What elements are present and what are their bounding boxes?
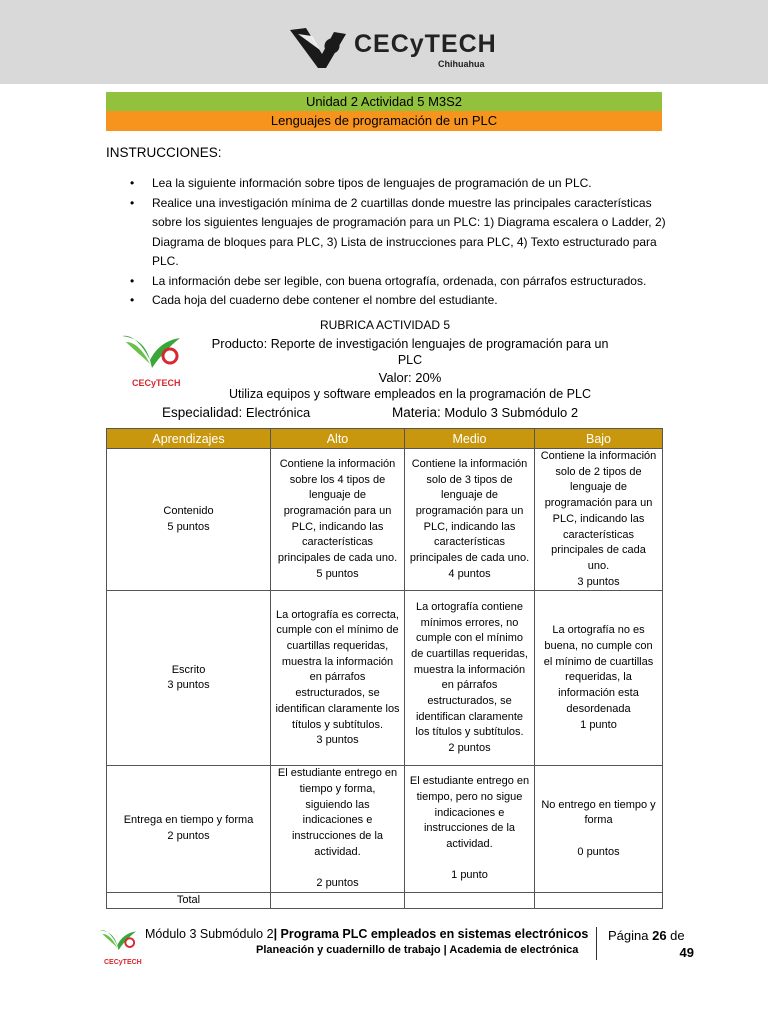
table-cell: Contiene la información sobre los 4 tipos de lenguaje de programación para un PLC, indicando las características principales de cada uno. 5 puntos [271, 449, 405, 591]
unit-title: Unidad 2 Actividad 5 M3S2 [106, 92, 662, 111]
footer-module-line: Módulo 3 Submódulo 2| Programa PLC empleados en sistemas electrónicos [145, 927, 589, 941]
table-total-row [107, 892, 663, 908]
list-item: • Cada hoja del cuaderno debe contener el nombre del estudiante. [130, 291, 670, 311]
table-row [107, 591, 663, 766]
table-cell: El estudiante entrego en tiempo, pero no sigue indicaciones e instrucciones de la actividad. 1 punto [405, 766, 535, 893]
total-label: Total [107, 892, 271, 908]
instructions-list [130, 174, 670, 311]
column-header: Alto [271, 429, 405, 449]
bullet-icon: • [130, 176, 135, 190]
table-cell [405, 892, 535, 908]
column-header: Medio [405, 429, 535, 449]
rubric-logo-text: CECyTECH [132, 378, 181, 388]
rubric-title: RUBRICA ACTIVIDAD 5 [319, 318, 451, 332]
table-cell: No entrego en tiempo y forma 0 puntos [535, 766, 663, 893]
rubric-logo [116, 330, 196, 392]
table-cell: La ortografía contiene mínimos errores, no cumple con el mínimo de cuartillas requeridas, muestra la información en párrafos estructurados, se identifican claramente los títulos y subtítulos. 2 puntos [405, 591, 535, 766]
column-header: Aprendizajes [107, 429, 271, 449]
bullet-icon: • [130, 195, 135, 210]
rubric-specialty: Especialidad: Electrónica [162, 405, 311, 420]
cecytech-color-bird-icon [96, 925, 146, 959]
list-item: • La información debe ser legible, con buena ortografía, ordenada, con párrafos estructurados. [130, 272, 670, 292]
column-header: Bajo [535, 429, 663, 449]
criterion-cell: Escrito 3 puntos [107, 591, 271, 766]
footer-academy-line: Planeación y cuadernillo de trabajo | Academia de electrónica [256, 944, 579, 956]
table-cell [535, 892, 663, 908]
rubric-product-cont: PLC [397, 353, 423, 367]
rubric-value: Valor: 20% [378, 370, 442, 385]
brand-name: CECyTECH [354, 30, 497, 58]
cecytech-color-bird-icon [116, 330, 196, 380]
table-cell: La ortografía no es buena, no cumple con el mínimo de cuartillas requeridas, la información esta desordenada 1 punto [535, 591, 663, 766]
table-row [107, 449, 663, 591]
cecytech-bird-icon [288, 24, 352, 74]
page-header-band [0, 0, 768, 84]
table-cell: La ortografía es correcta, cumple con el mínimo de cuartillas requeridas, muestra la información en párrafos estructurados, se identifican claramente los títulos y subtítulos. 3 puntos [271, 591, 405, 766]
list-item: • Realice una investigación mínima de 2 cuartillas donde muestre las principales características sobre los siguientes lenguajes de programación para un PLC: 1) Diagrama escalera o Ladder, 2) Diagrama de bloques para PLC, 3) Lista de instrucciones para PLC, 4) Texto estructurado para PLC. [130, 195, 666, 268]
list-item: • Lea la siguiente información sobre tipos de lenguajes de programación de un PLC. [130, 174, 670, 194]
table-cell: Contiene la información solo de 2 tipos de lenguaje de programación para un PLC, indicando las características principales de cada uno. 3 puntos [535, 449, 663, 591]
table-cell: Contiene la información solo de 3 tipos de lenguaje de programación para un PLC, indicando las características principales de cada uno. 4 puntos [405, 449, 535, 591]
rubric-competence: Utiliza equipos y software empleados en la programación de PLC [229, 387, 591, 401]
topic-title: Lenguajes de programación de un PLC [106, 111, 662, 131]
criterion-cell: Contenido 5 puntos [107, 449, 271, 591]
rubric-table [106, 428, 663, 909]
footer-logo-text: CECyTECH [104, 959, 142, 966]
page-number: Página 26 de 49 [608, 928, 694, 960]
table-header-row [107, 429, 663, 449]
cecytech-logo [288, 24, 508, 74]
page-total: 49 [679, 945, 694, 960]
bullet-icon: • [130, 293, 135, 307]
table-cell [271, 892, 405, 908]
bullet-icon: • [130, 273, 135, 288]
table-row [107, 766, 663, 893]
instructions-heading: INSTRUCCIONES: [106, 145, 222, 160]
footer-logo [96, 925, 146, 971]
table-cell: El estudiante entrego en tiempo y forma, siguiendo las indicaciones e instrucciones de la actividad. 2 puntos [271, 766, 405, 893]
criterion-cell: Entrega en tiempo y forma 2 puntos [107, 766, 271, 893]
rubric-subject: Materia: Modulo 3 Submódulo 2 [392, 405, 579, 420]
footer-divider [596, 927, 597, 960]
rubric-product: Producto: Reporte de investigación lenguajes de programación para un [211, 336, 609, 351]
brand-subtitle: Chihuahua [438, 59, 485, 69]
